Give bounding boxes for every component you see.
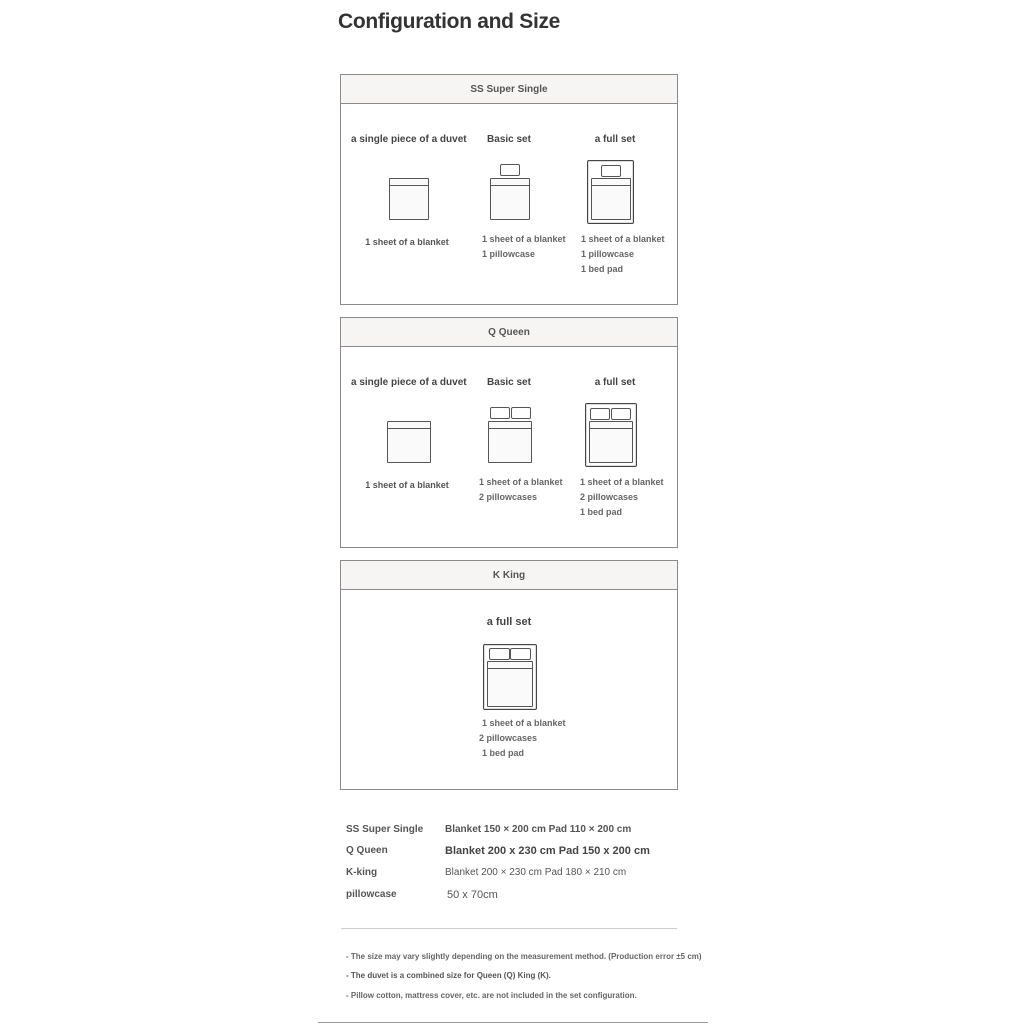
config-card-king <box>340 560 678 790</box>
option-label: a single piece of a duvet <box>351 377 467 388</box>
option-label: Basic set <box>487 377 531 388</box>
option-contents: 1 sheet of a blanket 2 pillowcases <box>479 477 563 502</box>
size-name-king: K-king <box>346 867 378 878</box>
pillow-icon <box>590 408 610 420</box>
size-value-pillowcase: 50 x 70cm <box>447 889 498 901</box>
option-label: a single piece of a duvet <box>351 134 467 145</box>
card-header: Q Queen <box>341 318 677 347</box>
card-header: K King <box>341 561 677 590</box>
note-not-included: - Pillow cotton, mattress cover, etc. are not included in the set configuration. <box>346 991 637 1000</box>
option-label: a full set <box>594 377 636 388</box>
bottom-divider <box>318 1022 708 1023</box>
divider <box>341 928 677 929</box>
blanket-icon <box>488 421 532 463</box>
blanket-icon <box>387 421 431 463</box>
pillow-icon <box>490 407 510 419</box>
option-label: Basic set <box>487 134 531 145</box>
blanket-icon <box>589 421 633 463</box>
option-contents: 1 sheet of a blanket 2 pillowcases 1 bed pad <box>479 718 566 758</box>
size-value-super-single: Blanket 150 × 200 cm Pad 110 × 200 cm <box>445 824 632 835</box>
option-contents: 1 sheet of a blanket 1 pillowcase 1 bed pad <box>581 234 665 274</box>
note-measurement: - The size may vary slightly depending on the measurement method. (Production error ±5 cm) <box>346 952 702 961</box>
pillow-icon <box>601 165 621 177</box>
page-title: Configuration and Size <box>338 10 561 33</box>
option-label: a full set <box>486 616 532 628</box>
note-duvet-size: - The duvet is a combined size for Queen (Q) King (K). <box>346 971 551 980</box>
option-label: a full set <box>594 134 636 145</box>
blanket-icon <box>389 178 429 220</box>
size-name-pillowcase: pillowcase <box>346 889 397 900</box>
pillow-icon <box>500 164 520 176</box>
blanket-icon <box>591 178 631 220</box>
option-contents: 1 sheet of a blanket <box>365 237 449 247</box>
option-contents: 1 sheet of a blanket 2 pillowcases 1 bed pad <box>580 477 664 517</box>
size-value-queen: Blanket 200 x 230 cm Pad 150 x 200 cm <box>445 845 650 857</box>
option-contents: 1 sheet of a blanket <box>365 480 449 490</box>
pillow-icon <box>489 648 510 660</box>
blanket-icon <box>487 661 533 707</box>
size-name-queen: Q Queen <box>346 845 388 856</box>
blanket-icon <box>490 178 530 220</box>
pillow-icon <box>510 648 531 660</box>
size-name-super-single: SS Super Single <box>346 824 424 835</box>
pillow-icon <box>611 408 631 420</box>
option-contents: 1 sheet of a blanket 1 pillowcase <box>482 234 566 259</box>
card-header: SS Super Single <box>341 75 677 104</box>
pillow-icon <box>511 407 531 419</box>
config-card-queen <box>340 317 678 548</box>
size-value-king: Blanket 200 × 230 cm Pad 180 × 210 cm <box>445 867 627 878</box>
config-card-super-single <box>340 74 678 305</box>
